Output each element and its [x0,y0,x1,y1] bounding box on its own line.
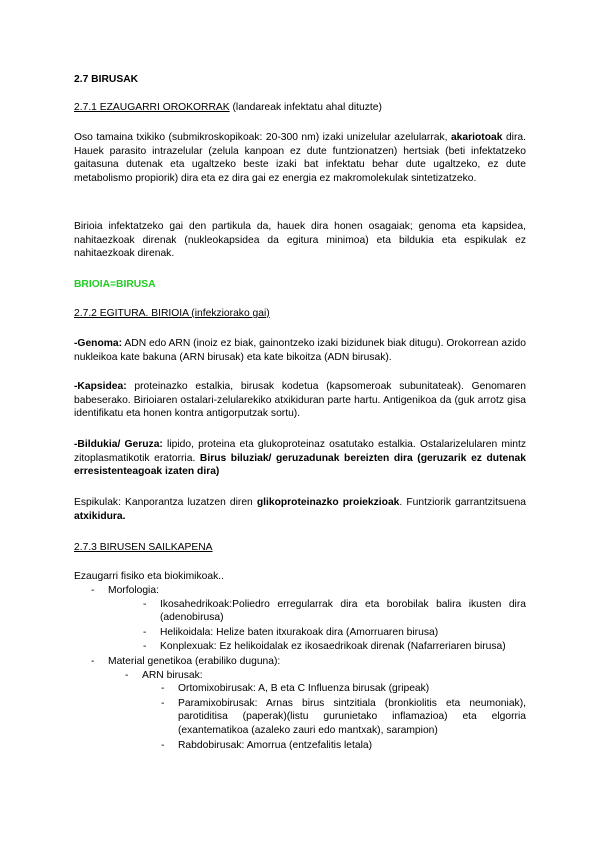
list-item-ikosahedrikoak [143,598,526,625]
bullet: - [161,697,165,709]
bildukia-label: -Bildukia/ Geruza: [74,439,163,450]
sailkapena-intro: Ezaugarri fisiko eta biokimikoak.. [74,571,224,582]
ortomixobirusak-text: Ortomixobirusak: A, B eta C Influenza birusak (gripeak) [178,683,430,695]
bullet: - [91,655,95,667]
paragraph-espikulak [74,496,526,523]
section-title: 2.7 BIRUSAK [74,74,139,85]
paragraph-general-bold: akariotoak [450,132,503,143]
heading-ezaugarri-text: 2.7.1 EZAUGARRI OROKORRAK [74,102,230,113]
list-item-konplexuak [143,640,526,654]
list-level-2 [143,598,526,654]
espikulak-bold-2: atxikidura. [74,510,126,522]
bullet: - [143,598,147,610]
bullet: - [161,739,165,751]
konplexuak-text: Konplexuak: Ez helikoidalak ez ikosaedrikoak direnak (Nafarreriaren birusa) [160,641,506,653]
paragraph-genoma [74,337,526,364]
genoma-label: -Genoma: [74,338,123,349]
bildukia-text: lipido, proteina eta glukoproteinaz osatutako estalkia. Ostalarizelularen mintz zitoplasmatikotik eratorria. [74,439,526,464]
bildukia-bold: Birus biluziak/ geruzadunak bereizten dira (geruzarik ez dutenak erresistenteagoak izaten dira) [74,452,526,478]
morfologia-label: Morfologia: [108,585,159,596]
list-item-arn [125,669,526,753]
heading-sailkapena: 2.7.3 BIRUSEN SAILKAPENA [74,542,213,553]
genoma-text: ADN edo ARN (inoiz ez biak, gainontzeko izaki bizidunek biak ditugu). Orokorrean azido nukleikoa kate bakuna (ARN birusak) eta kate bikoitza (ADN birusak). [74,338,526,363]
heading-ezaugarri [74,101,526,115]
bullet: - [91,585,95,596]
paragraph-kapsidea [74,380,526,421]
kapsidea-label: -Kapsidea: [74,381,127,392]
paragraph-birioia: Birioia infektatzeko gai den partikula da, hauek dira honen osagaiak; genoma eta kapsidea, nahitaezkoak direnak (nukleokapsidea da egitura minimoa) eta bildukia eta espikulak ez nahitaezkoak direnak. [74,221,526,260]
heading-egitura: 2.7.2 EGITURA. BIRIOIA (infekziorako gai) [74,308,270,319]
list-item-paramixobirusak [161,697,526,738]
bullet: - [125,669,129,681]
paragraph-general [74,131,526,185]
list-level-2-material [125,669,526,753]
ikosahedrikoak-text: Ikosahedrikoak:Poliedro erregularrak dira eta borobilak balira ikusten dira (adenobirusa) [160,598,526,624]
list-item-ortomixobirusak [161,682,526,696]
material-label: Material genetikoa (erabiliko duguna): [108,655,281,667]
espikulak-b: . Funtziorik garrantzitsuena [399,497,527,508]
bullet: - [143,641,147,653]
list-item-material [91,655,526,752]
list-item-rabdobirusak [161,739,526,753]
paragraph-general-a: Oso tamaina txikiko (submikroskopikoak: 20-300 nm) izaki unizelular azelularrak, [74,132,451,143]
espikulak-bold-1: glikoproteinazko proiekzioak [256,497,400,508]
paragraph-bildukia [74,438,526,479]
list-level-3 [161,682,526,752]
list-item-morfologia [91,584,526,654]
helikoidala-text: Helikoidala: Helize baten itxurakoak dira (Amorruaren birusa) [160,626,439,638]
classification-list [74,584,526,752]
heading-ezaugarri-note: (landareak infektatu ahal dituzte) [229,102,382,113]
list-level-1 [91,584,526,752]
equation-highlight: BRIOIA=BIRUSA [74,279,156,290]
arn-label: ARN birusak: [142,669,203,681]
paramixobirusak-text: Paramixobirusak: Arnas birus sintzitiala (bronkiolitis eta neumoniak), parotiditisa (paperak)(listu gurunietako inflamazioa) eta elgorria (exantematikoa (azaleko zauri edo mantxak), sarampion) [178,697,526,736]
bullet: - [143,626,147,638]
kapsidea-text: proteinazko estalkia, birusak kodetua (kapsomeroak subunitateak). Genomaren babeserako. Birioiaren ostalari-zelularekiko atxikiduran parte hartu. Antigenikoa da (guk arrotz gisa identifikatu eta honen kontra antigorputzak sortu). [74,381,526,420]
bullet: - [161,683,165,695]
list-item-helikoidala [143,626,526,640]
espikulak-a: Espikulak: Kanporantza luzatzen diren [74,497,257,508]
rabdobirusak-text: Rabdobirusak: Amorrua (entzefalitis letala) [178,739,373,751]
paragraph-general-b: dira. Hauek parasito intrazelular (zelula kanpoan ez dute funtzionatzen) hertsiak (beti infektatzeko gaitasuna dutenak eta ugaltzeko beste izaki bat infektatu behar dute ugaltzeko, ez dute metabolismo propiorik) dira eta ez dira gai ez energia ez makromolekulak sintetizatzeko. [74,132,526,184]
